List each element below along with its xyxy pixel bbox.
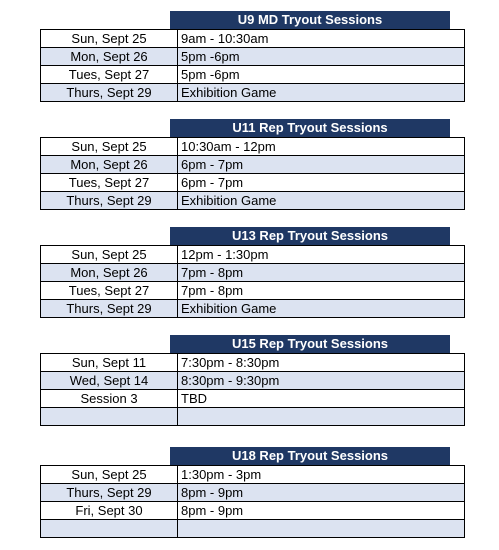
time-cell: 8pm - 9pm <box>178 502 465 520</box>
day-cell: Session 3 <box>41 390 178 408</box>
time-cell: 9am - 10:30am <box>178 30 465 48</box>
day-cell: Mon, Sept 26 <box>41 264 178 282</box>
session-header <box>40 119 450 137</box>
session-title: U15 Rep Tryout Sessions <box>170 335 450 353</box>
table-row <box>41 466 465 484</box>
time-cell: 5pm -6pm <box>178 66 465 84</box>
time-cell: Exhibition Game <box>178 300 465 318</box>
session-block-u13 <box>40 227 450 318</box>
time-cell: 6pm - 7pm <box>178 156 465 174</box>
day-cell: Sun, Sept 25 <box>41 138 178 156</box>
time-cell: 12pm - 1:30pm <box>178 246 465 264</box>
day-cell: Tues, Sept 27 <box>41 282 178 300</box>
day-cell <box>41 408 178 426</box>
day-cell: Mon, Sept 26 <box>41 48 178 66</box>
session-title: U9 MD Tryout Sessions <box>170 11 450 29</box>
day-cell: Sun, Sept 25 <box>41 30 178 48</box>
time-cell <box>178 408 465 426</box>
table-row <box>41 390 465 408</box>
session-header <box>40 335 450 353</box>
time-cell: 6pm - 7pm <box>178 174 465 192</box>
day-cell: Sun, Sept 25 <box>41 246 178 264</box>
day-cell: Thurs, Sept 29 <box>41 300 178 318</box>
day-cell: Sun, Sept 25 <box>41 466 178 484</box>
time-cell: TBD <box>178 390 465 408</box>
time-cell <box>178 520 465 538</box>
table-row <box>41 264 465 282</box>
table-row <box>41 502 465 520</box>
table-row <box>41 484 465 502</box>
table-row <box>41 408 465 426</box>
session-title: U11 Rep Tryout Sessions <box>170 119 450 137</box>
session-title: U13 Rep Tryout Sessions <box>170 227 450 245</box>
table-row <box>41 372 465 390</box>
time-cell: Exhibition Game <box>178 84 465 102</box>
session-title: U18 Rep Tryout Sessions <box>170 447 450 465</box>
time-cell: 7pm - 8pm <box>178 282 465 300</box>
table-row <box>41 192 465 210</box>
time-cell: 5pm -6pm <box>178 48 465 66</box>
session-header <box>40 227 450 245</box>
day-cell: Tues, Sept 27 <box>41 174 178 192</box>
day-cell: Sun, Sept 11 <box>41 354 178 372</box>
table-row <box>41 30 465 48</box>
table-row <box>41 84 465 102</box>
day-cell: Fri, Sept 30 <box>41 502 178 520</box>
time-cell: 8:30pm - 9:30pm <box>178 372 465 390</box>
session-block-u11 <box>40 119 450 210</box>
day-cell: Wed, Sept 14 <box>41 372 178 390</box>
time-cell: 10:30am - 12pm <box>178 138 465 156</box>
table-row <box>41 66 465 84</box>
day-cell <box>41 520 178 538</box>
day-cell: Mon, Sept 26 <box>41 156 178 174</box>
table-row <box>41 138 465 156</box>
time-cell: 1:30pm - 3pm <box>178 466 465 484</box>
table-row <box>41 300 465 318</box>
day-cell: Thurs, Sept 29 <box>41 84 178 102</box>
session-header <box>40 11 450 29</box>
day-cell: Thurs, Sept 29 <box>41 484 178 502</box>
table-row <box>41 282 465 300</box>
day-cell: Tues, Sept 27 <box>41 66 178 84</box>
session-table <box>40 465 465 538</box>
session-block-u18 <box>40 447 450 538</box>
session-table <box>40 353 465 426</box>
table-row <box>41 246 465 264</box>
table-row <box>41 354 465 372</box>
time-cell: Exhibition Game <box>178 192 465 210</box>
table-row <box>41 174 465 192</box>
session-block-u9 <box>40 11 450 102</box>
session-table <box>40 137 465 210</box>
time-cell: 8pm - 9pm <box>178 484 465 502</box>
day-cell: Thurs, Sept 29 <box>41 192 178 210</box>
table-row <box>41 520 465 538</box>
time-cell: 7pm - 8pm <box>178 264 465 282</box>
table-row <box>41 48 465 66</box>
session-table <box>40 29 465 102</box>
time-cell: 7:30pm - 8:30pm <box>178 354 465 372</box>
session-block-u15 <box>40 335 450 426</box>
session-table <box>40 245 465 318</box>
table-row <box>41 156 465 174</box>
session-header <box>40 447 450 465</box>
